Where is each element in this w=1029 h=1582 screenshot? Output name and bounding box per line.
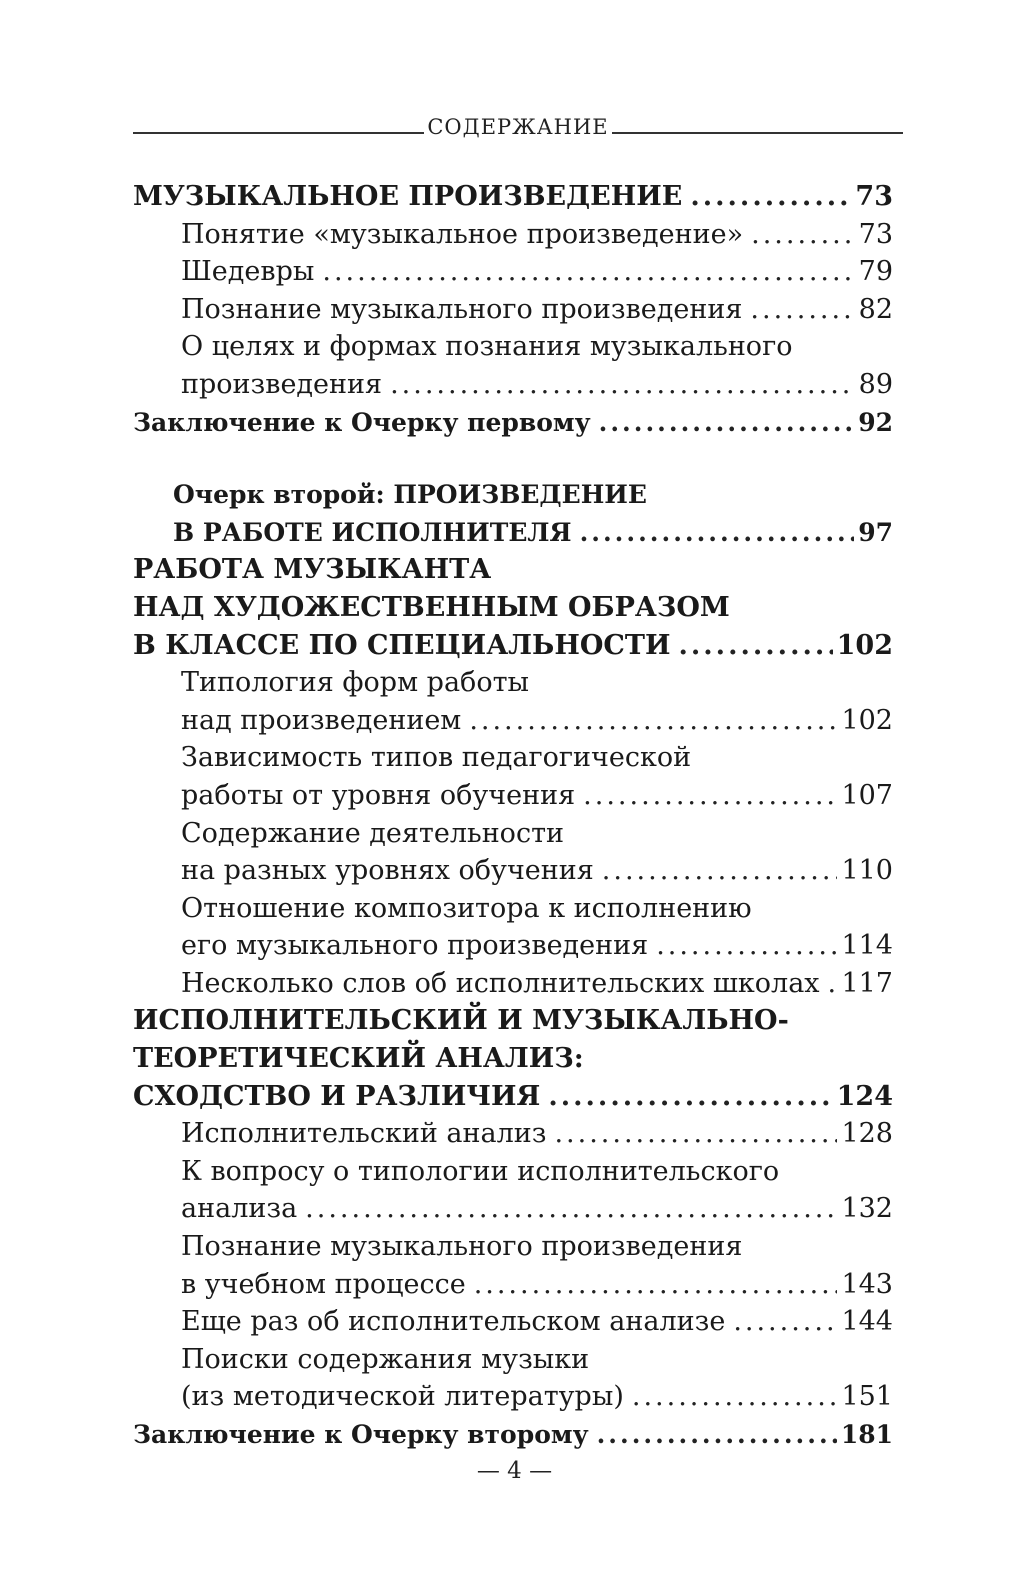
toc-page-number: 73 <box>858 218 893 250</box>
toc-entry <box>133 1078 893 1116</box>
toc-entry-title: Познание музыкального произведения <box>181 293 743 325</box>
running-head <box>133 112 903 142</box>
section-gap <box>133 441 893 476</box>
toc-page-number: 102 <box>841 704 893 736</box>
toc-entry-title: Понятие «музыкальное произведение» <box>181 218 744 250</box>
toc-entry-title: над произведением <box>181 704 462 736</box>
toc-entry-line: Зависимость типов педагогической <box>181 742 692 774</box>
toc-page-number: 143 <box>841 1268 893 1300</box>
toc-page-number: 144 <box>841 1306 893 1338</box>
toc-entry <box>133 1190 893 1228</box>
dot-leader <box>305 1190 837 1228</box>
dot-leader <box>599 404 855 442</box>
toc-page-number: 114 <box>841 930 893 962</box>
toc-entry <box>133 514 893 552</box>
toc-entry-title: МУЗЫКАЛЬНОЕ ПРОИЗВЕДЕНИЕ <box>133 181 683 212</box>
toc-entry-line: Типология форм работы <box>181 667 529 699</box>
toc-entry <box>133 702 893 740</box>
toc-entry-title: (из методической литературы) <box>181 1381 624 1413</box>
toc-entry-title: В РАБОТЕ ИСПОЛНИТЕЛЯ <box>173 517 572 547</box>
toc-entry <box>133 178 893 216</box>
dot-leader <box>583 777 837 815</box>
dot-leader <box>469 702 837 740</box>
toc-page-number: 117 <box>841 967 893 999</box>
toc-entry <box>133 1378 893 1416</box>
toc-entry-line: НАД ХУДОЖЕСТВЕННЫМ ОБРАЗОМ <box>133 591 730 623</box>
toc-entry-title: на разных уровнях обучения <box>181 855 594 887</box>
toc-entry-title: произведения <box>181 368 383 400</box>
toc-entry <box>133 1266 893 1304</box>
toc-entry-line: Познание музыкального произведения <box>181 1231 743 1263</box>
toc-page-number: 110 <box>841 855 893 887</box>
toc-page-number: 73 <box>855 181 893 212</box>
toc-page-number: 128 <box>841 1118 893 1150</box>
dot-leader <box>751 216 855 254</box>
dot-leader <box>678 627 832 665</box>
toc-entry <box>133 852 893 890</box>
toc-entry-line: Поиски содержания музыки <box>181 1343 590 1375</box>
dot-leader <box>554 1115 837 1153</box>
header-rule-left <box>133 132 424 134</box>
toc-entry-title: Еще раз об исполнительском анализе <box>181 1306 726 1338</box>
toc-entry <box>133 366 893 404</box>
essay-heading-line: Очерк второй: ПРОИЗВЕДЕНИЕ <box>173 480 647 510</box>
toc-page-number: 181 <box>840 1420 893 1449</box>
dot-leader <box>597 1416 837 1454</box>
dot-leader <box>828 965 838 1003</box>
page-title: СОДЕРЖАНИЕ <box>427 115 609 139</box>
toc-page-number: 102 <box>836 629 893 661</box>
table-of-contents <box>133 178 893 1454</box>
toc-page-number: 107 <box>841 779 893 811</box>
toc-entry-title: его музыкального произведения <box>181 930 649 962</box>
dot-leader <box>474 1266 838 1304</box>
dot-leader <box>322 253 854 291</box>
dot-leader <box>580 514 855 552</box>
toc-page-number: 132 <box>841 1193 893 1225</box>
toc-entry <box>133 253 893 291</box>
toc-entry-title: Заключение к Очерку второму <box>133 1420 589 1449</box>
dot-leader <box>602 852 838 890</box>
toc-entry-line: РАБОТА МУЗЫКАНТА <box>133 554 492 586</box>
header-rule-right <box>612 132 903 134</box>
toc-entry-line: Содержание деятельности <box>181 817 564 849</box>
toc-entry <box>133 216 893 254</box>
toc-entry-title: Несколько слов об исполнительских школах <box>181 967 820 999</box>
toc-entry <box>133 965 893 1003</box>
toc-entry-title: в учебном процессе <box>181 1268 466 1300</box>
toc-page-number: 79 <box>858 256 893 288</box>
toc-page-number: 89 <box>858 368 893 400</box>
toc-entry-title: В КЛАССЕ ПО СПЕЦИАЛЬНОСТИ <box>133 629 671 661</box>
toc-entry <box>133 404 893 442</box>
toc-entry <box>133 1416 893 1454</box>
toc-entry-title: анализа <box>181 1193 298 1225</box>
page-number: — 4 — <box>476 1458 553 1484</box>
toc-entry-line: Отношение композитора к исполнению <box>181 892 752 924</box>
toc-entry <box>133 627 893 665</box>
toc-page-number: 97 <box>858 517 893 547</box>
dot-leader <box>632 1378 838 1416</box>
toc-page-number: 92 <box>858 407 893 437</box>
toc-entry <box>133 1303 893 1341</box>
toc-entry-line: ТЕОРЕТИЧЕСКИЙ АНАЛИЗ: <box>133 1043 584 1075</box>
dot-leader <box>390 366 855 404</box>
toc-entry-title: СХОДСТВО И РАЗЛИЧИЯ <box>133 1080 541 1112</box>
toc-entry-line: К вопросу о типологии исполнительского <box>181 1155 780 1187</box>
toc-entry <box>133 291 893 329</box>
dot-leader <box>750 291 854 329</box>
toc-entry-title: Исполнительский анализ <box>181 1118 547 1150</box>
dot-leader <box>548 1078 832 1116</box>
dot-leader <box>733 1303 837 1341</box>
dot-leader <box>656 927 837 965</box>
toc-page-number: 124 <box>836 1080 893 1112</box>
toc-entry-title: Шедевры <box>181 256 315 288</box>
dot-leader <box>690 178 851 216</box>
toc-page-number: 82 <box>858 293 893 325</box>
toc-entry-line: ИСПОЛНИТЕЛЬСКИЙ И МУЗЫКАЛЬНО- <box>133 1005 789 1037</box>
toc-page-number: 151 <box>841 1381 893 1413</box>
toc-entry <box>133 927 893 965</box>
toc-entry-title: Заключение к Очерку первому <box>133 407 591 437</box>
toc-entry-line: О целях и формах познания музыкального <box>181 331 793 363</box>
toc-entry <box>133 1115 893 1153</box>
toc-entry <box>133 777 893 815</box>
toc-entry-title: работы от уровня обучения <box>181 779 576 811</box>
